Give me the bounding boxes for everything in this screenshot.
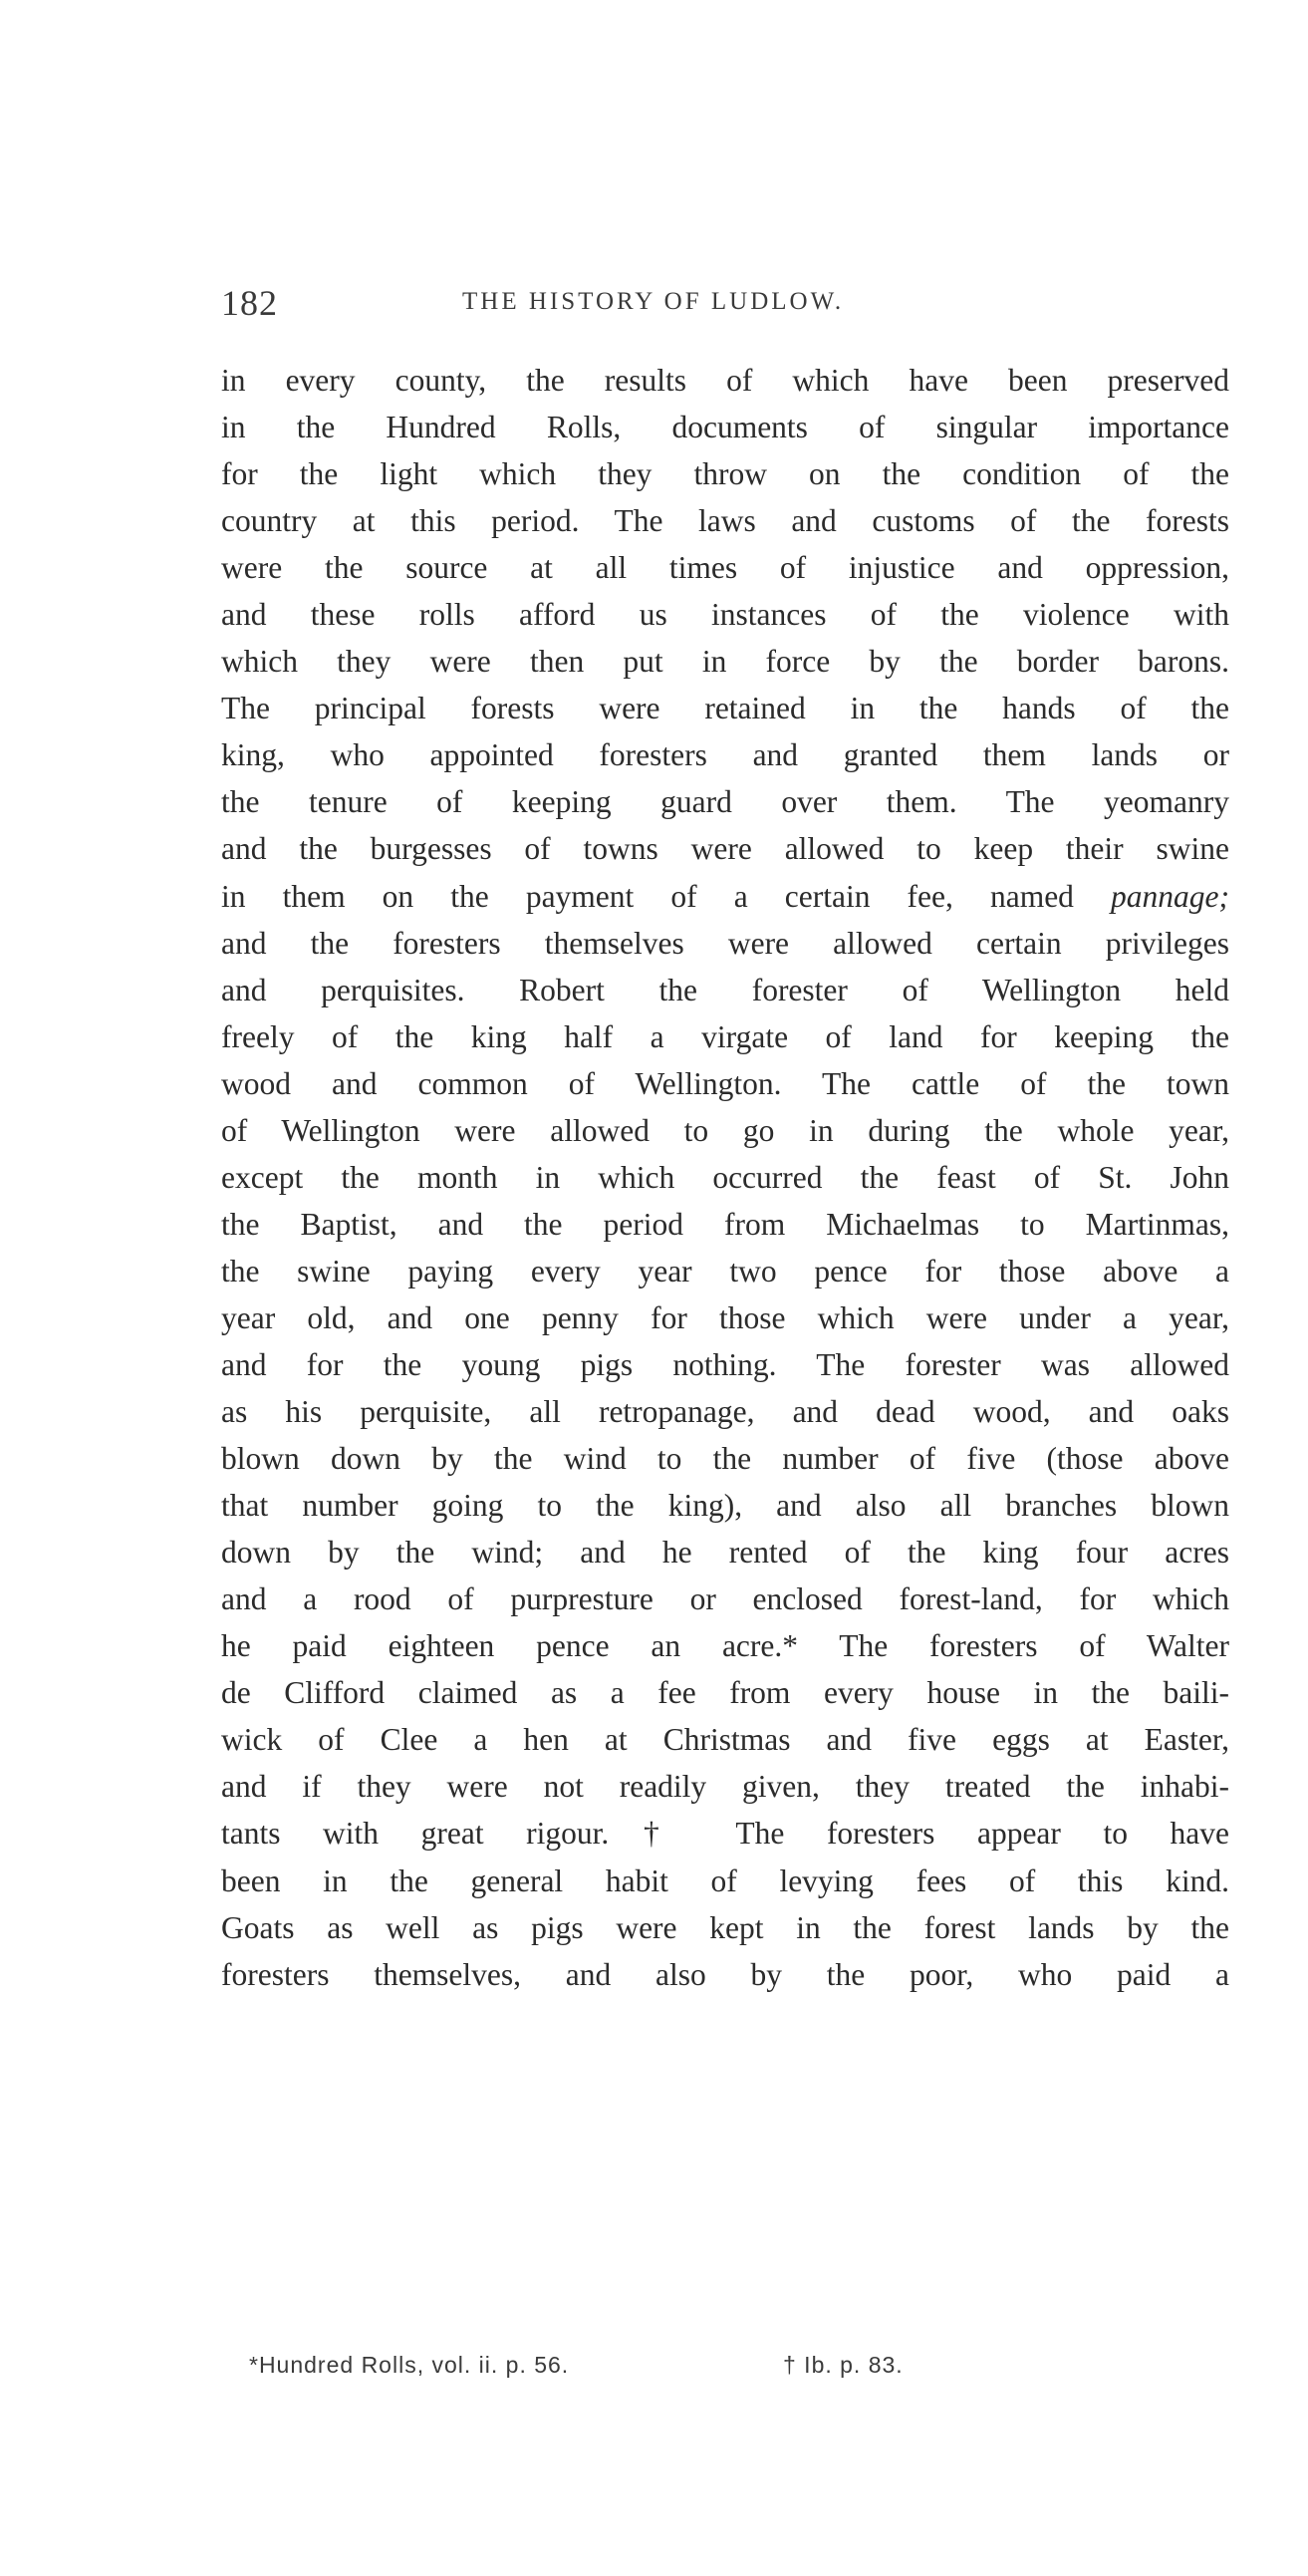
- footnote-ib: † Ib. p. 83.: [783, 2352, 904, 2378]
- italic-term: pannage;: [1111, 878, 1229, 914]
- text-line: and a rood of purpresture or enclosed forest-land, for which: [221, 1581, 1229, 1617]
- text-line: tants with great rigour.† The foresters appear to have: [221, 1816, 1229, 1852]
- text-line: down by the wind; and he rented of the king four acres: [221, 1535, 1229, 1571]
- text-line: of Wellington were allowed to go in during the whole year,: [221, 1112, 1229, 1148]
- footnotes: [249, 2352, 1229, 2392]
- text-line: king, who appointed foresters and granted them lands or: [221, 737, 1229, 773]
- text-line: except the month in which occurred the feast of St. John: [221, 1159, 1229, 1195]
- text-line: and the burgesses of towns were allowed to keep their swine: [221, 831, 1229, 867]
- body-text: [221, 357, 1229, 1998]
- text-line: the tenure of keeping guard over them. The yeomanry: [221, 784, 1229, 820]
- text-line: in the Hundred Rolls, documents of singular importance: [221, 410, 1229, 445]
- text-line: wick of Clee a hen at Christmas and five eggs at Easter,: [221, 1722, 1229, 1758]
- text-line: de Clifford claimed as a fee from every house in the baili-: [221, 1675, 1229, 1711]
- text-line: Goats as well as pigs were kept in the forest lands by the: [221, 1909, 1229, 1945]
- text-line: blown down by the wind to the number of five (those above: [221, 1441, 1229, 1477]
- text-line: for the light which they throw on the condition of the: [221, 456, 1229, 492]
- text-line: were the source at all times of injustice and oppression,: [221, 550, 1229, 586]
- text-line: wood and common of Wellington. The cattle of the town: [221, 1065, 1229, 1101]
- text-line: freely of the king half a virgate of land for keeping the: [221, 1018, 1229, 1054]
- text-line: foresters themselves, and also by the poor, who paid a: [221, 1956, 1229, 1992]
- text-line: and these rolls afford us instances of the violence with: [221, 597, 1229, 633]
- text-line: in every county, the results of which have been preserved: [221, 363, 1229, 398]
- text-line: he paid eighteen pence an acre.* The foresters of Walter: [221, 1628, 1229, 1664]
- text-line: which they were then put in force by the border barons.: [221, 644, 1229, 680]
- text-line: been in the general habit of levying fees of this kind.: [221, 1862, 1229, 1898]
- text-line: and for the young pigs nothing. The forester was allowed: [221, 1346, 1229, 1382]
- text-line: year old, and one penny for those which were under a year,: [221, 1299, 1229, 1335]
- text-line: and if they were not readily given, they treated the inhabi-: [221, 1769, 1229, 1805]
- text-line-with-italic: [221, 873, 1229, 920]
- running-title: THE HISTORY OF LUDLOW.: [462, 288, 845, 315]
- text-line: and the foresters themselves were allowed certain privileges: [221, 925, 1229, 961]
- text-line: the swine paying every year two pence for those above a: [221, 1253, 1229, 1288]
- running-head: [221, 282, 1229, 322]
- text-line: country at this period. The laws and customs of the forests: [221, 503, 1229, 539]
- text-line: The principal forests were retained in the hands of the: [221, 691, 1229, 726]
- footnote-hundred-rolls: *Hundred Rolls, vol. ii. p. 56.: [249, 2352, 570, 2378]
- page-number: 182: [221, 283, 278, 323]
- text-line: the Baptist, and the period from Michaelmas to Martinmas,: [221, 1206, 1229, 1242]
- text-line: that number going to the king), and also all branches blown: [221, 1488, 1229, 1524]
- text-line: as his perquisite, all retropanage, and dead wood, and oaks: [221, 1394, 1229, 1430]
- text-line: and perquisites. Robert the forester of Wellington held: [221, 972, 1229, 1007]
- text-segment: in them on the payment of a certain fee, named: [221, 878, 1074, 914]
